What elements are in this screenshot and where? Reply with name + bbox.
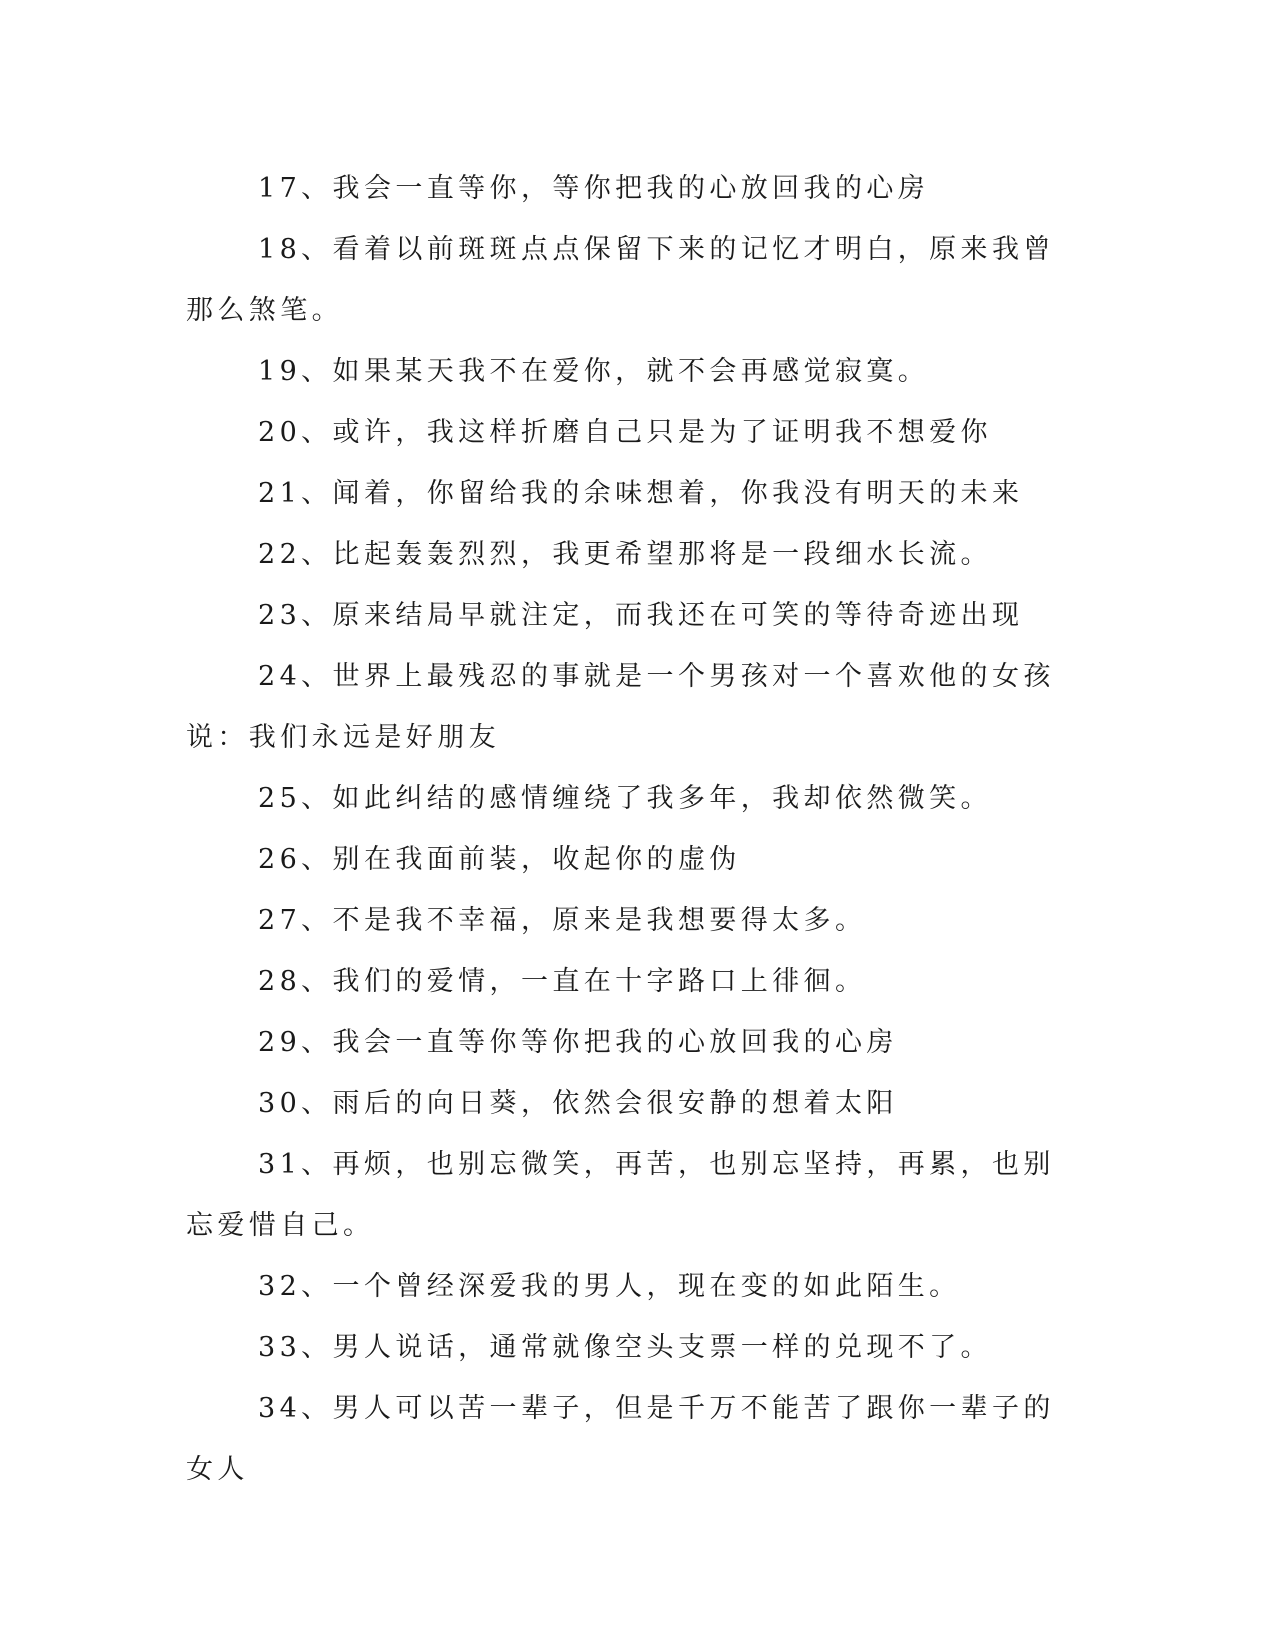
paragraph-21: 21、闻着，你留给我的余味想着，你我没有明天的未来 [258, 478, 1024, 509]
paragraph-31: 31、再烦，也别忘微笑，再苦，也别忘坚持，再累，也别忘爱惜自己。 [186, 1149, 1055, 1241]
paragraph-24: 24、世界上最残忍的事就是一个男孩对一个喜欢他的女孩说：我们永远是好朋友 [186, 661, 1055, 753]
paragraph-33: 33、男人说话，通常就像空头支票一样的兑现不了。 [258, 1332, 992, 1363]
paragraph-26: 26、别在我面前装，收起你的虚伪 [258, 844, 741, 875]
paragraph-20: 20、或许，我这样折磨自己只是为了证明我不想爱你 [258, 417, 992, 448]
paragraph-23: 23、原来结局早就注定，而我还在可笑的等待奇迹出现 [258, 600, 1024, 631]
paragraph-18: 18、看着以前斑斑点点保留下来的记忆才明白，原来我曾那么煞笔。 [186, 234, 1055, 326]
document-body [186, 158, 1076, 1500]
paragraph-19: 19、如果某天我不在爱你，就不会再感觉寂寞。 [258, 356, 930, 387]
paragraph-22: 22、比起轰轰烈烈，我更希望那将是一段细水长流。 [258, 539, 992, 570]
paragraph-28: 28、我们的爱情，一直在十字路口上徘徊。 [258, 966, 867, 997]
paragraph-17: 17、我会一直等你，等你把我的心放回我的心房 [258, 173, 930, 204]
paragraph-32: 32、一个曾经深爱我的男人，现在变的如此陌生。 [258, 1271, 961, 1302]
paragraph-29: 29、我会一直等你等你把我的心放回我的心房 [258, 1027, 898, 1058]
paragraph-25: 25、如此纠结的感情缠绕了我多年，我却依然微笑。 [258, 783, 992, 814]
paragraph-30: 30、雨后的向日葵，依然会很安静的想着太阳 [258, 1088, 898, 1119]
paragraph-27: 27、不是我不幸福，原来是我想要得太多。 [258, 905, 867, 936]
paragraph-34: 34、男人可以苦一辈子，但是千万不能苦了跟你一辈子的女人 [186, 1393, 1055, 1485]
